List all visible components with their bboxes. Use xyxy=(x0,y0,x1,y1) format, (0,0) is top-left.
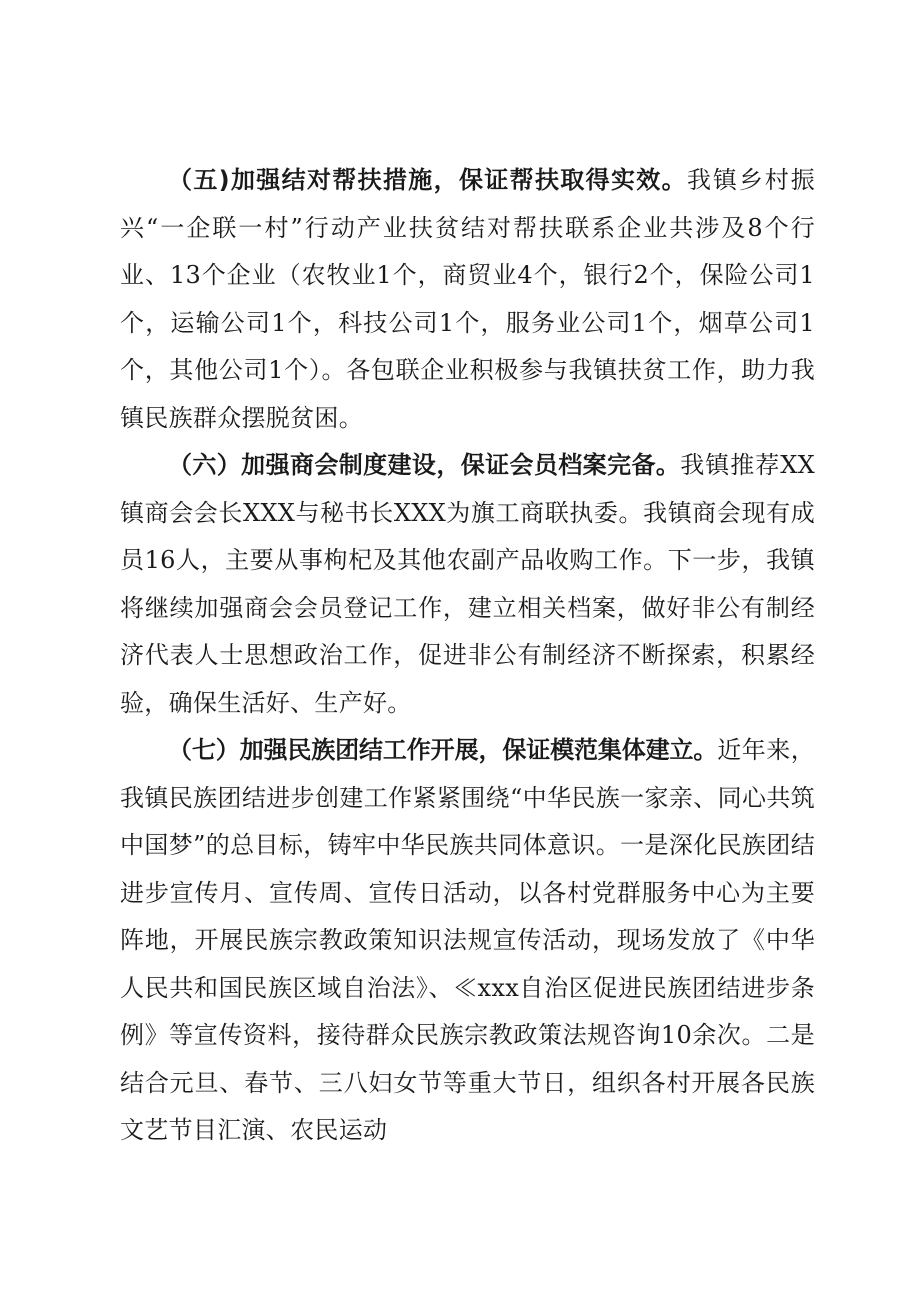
paragraph-5-heading: （五)加强结对帮扶措施，保证帮扶取得实效。 xyxy=(168,166,687,194)
paragraph-6 xyxy=(120,442,815,727)
paragraph-6-heading: （六）加强商会制度建设，保证会员档案完备。 xyxy=(168,451,681,479)
paragraph-6-text: 我镇推荐XX镇商会会长XXX与秘书长XXX为旗工商联执委。我镇商会现有成员16人，主要从事枸杞及其他农副产品收购工作。下一步，我镇将继续加强商会会员登记工作，建立相关档案，做好非公有制经济代表人士思想政治工作，促进非公有制经济不断探索，积累经验，确保生活好、生产好。 xyxy=(120,451,815,717)
paragraph-7-heading: （七）加强民族团结工作开展，保证模范集体建立。 xyxy=(168,736,718,764)
paragraph-7 xyxy=(120,727,815,1155)
paragraph-7-text: 近年来，我镇民族团结进步创建工作紧紧围绕“中华民族一家亲、同心共筑中国梦”的总目标，铸牢中华民族共同体意识。一是深化民族团结进步宣传月、宣传周、宣传日活动，以各村党群服务中心为主要阵地，开展民族宗教政策知识法规宣传活动，现场发放了《中华人民共和国民族区域自治法》、≪xxx自治区促进民族团结进步条例》等宣传资料，接待群众民族宗教政策法规咨询10余次。二是结合元旦、春节、三八妇女节等重大节日，组织各村开展各民族文艺节目汇演、农民运动 xyxy=(120,736,815,1144)
document-body xyxy=(120,157,815,1155)
paragraph-5 xyxy=(120,157,815,442)
paragraph-5-text: 我镇乡村振兴“一企联一村”行动产业扶贫结对帮扶联系企业共涉及8个行业、13个企业（农牧业1个，商贸业4个，银行2个，保险公司1个，运输公司1个，科技公司1个，服务业公司1个，烟草公司1个，其他公司1个）。各包联企业积极参与我镇扶贫工作，助力我镇民族群众摆脱贫困。 xyxy=(120,166,816,432)
